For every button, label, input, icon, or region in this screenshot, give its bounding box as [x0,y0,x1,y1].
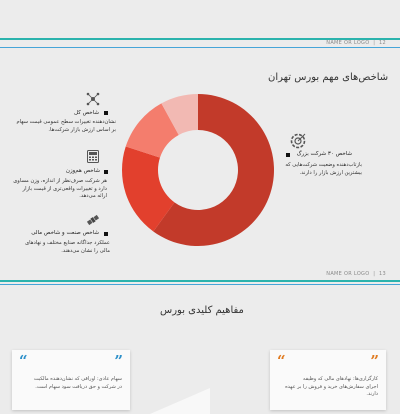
quote-close-icon: ” [114,352,123,370]
bullet [104,111,108,115]
header-bar: NAME OR LOGO | 13 [326,271,386,277]
satellite-icon [86,213,100,227]
text-line: اجرای سفارش‌های خرید و فروش را بر عهده [285,383,378,390]
total-index-text [0,119,116,134]
quote-close-icon: ” [370,352,379,370]
text-line: مالی را نشان می‌دهند. [61,247,110,254]
calculator-icon [87,150,99,163]
text-line: در شرکت و حق دریافت سود سهام است. [35,383,122,390]
header-logo-text: NAME OR LOGO [326,271,370,277]
bullet [104,170,108,174]
total-index-title: شاخص کل [74,110,99,116]
text-line: بر اساس ارزش بازار شرکت‌ها. [48,126,116,133]
concept-card-stocks [12,350,130,410]
text-line: نشان‌دهنده تغییرات سطح عمومی قیمت سهام [16,119,116,125]
text-line: بازتاب‌دهنده وضعیت شرکت‌هایی که [285,162,362,168]
header-logo-text: NAME OR LOGO [326,40,370,46]
decorative-triangle [150,384,210,414]
industry-index-text [0,240,110,255]
equal-weight-text [0,178,107,201]
card-text [276,376,378,399]
concept-card-brokers [270,350,386,410]
text-line: ارائه می‌دهد. [79,193,107,199]
quote-open-icon: “ [19,352,28,370]
industry-index-title: شاخص صنعت و شاخص مالی [31,230,99,236]
text-line: دارند. [366,391,378,397]
header-accent-line [0,280,400,282]
quote-open-icon: “ [277,352,286,370]
header-accent-line-2 [0,47,400,48]
header-accent-line-2 [0,284,400,285]
top30-index-text [252,162,362,177]
slide-title: مفاهیم کلیدی بورس [160,305,244,316]
page-number: 13 [379,271,386,277]
bullet [104,232,108,236]
text-line: سهام عادی: اوراقی که نشان‌دهنده مالکیت [33,376,122,382]
slide-13 [0,268,400,400]
bullet [286,153,290,157]
text-line: دارد و تغییرات واقعی‌تری از قیمت بازار [22,185,107,192]
network-icon [86,92,100,106]
page-number: 12 [379,40,386,46]
text-line: هر شرکت صرف‌نظر از اندازه، وزن مساوی [13,178,107,184]
text-line: عملکرد جداگانه صنایع مختلف و نهادهای [25,240,110,246]
text-line: کارگزاری‌ها: نهادهای مالی که وظیفه [303,376,378,382]
header-bar: NAME OR LOGO | 12 [326,40,386,46]
slide-title: شاخص‌های مهم بورس تهران [268,72,389,83]
target-gear-icon [290,133,306,149]
top30-index-title: شاخص ۳۰ شرکت بزرگ [296,151,352,157]
card-text [18,376,122,391]
equal-weight-title: شاخص هم‌وزن [65,168,100,174]
text-line: بیشترین ارزش بازار را دارند. [299,169,362,176]
